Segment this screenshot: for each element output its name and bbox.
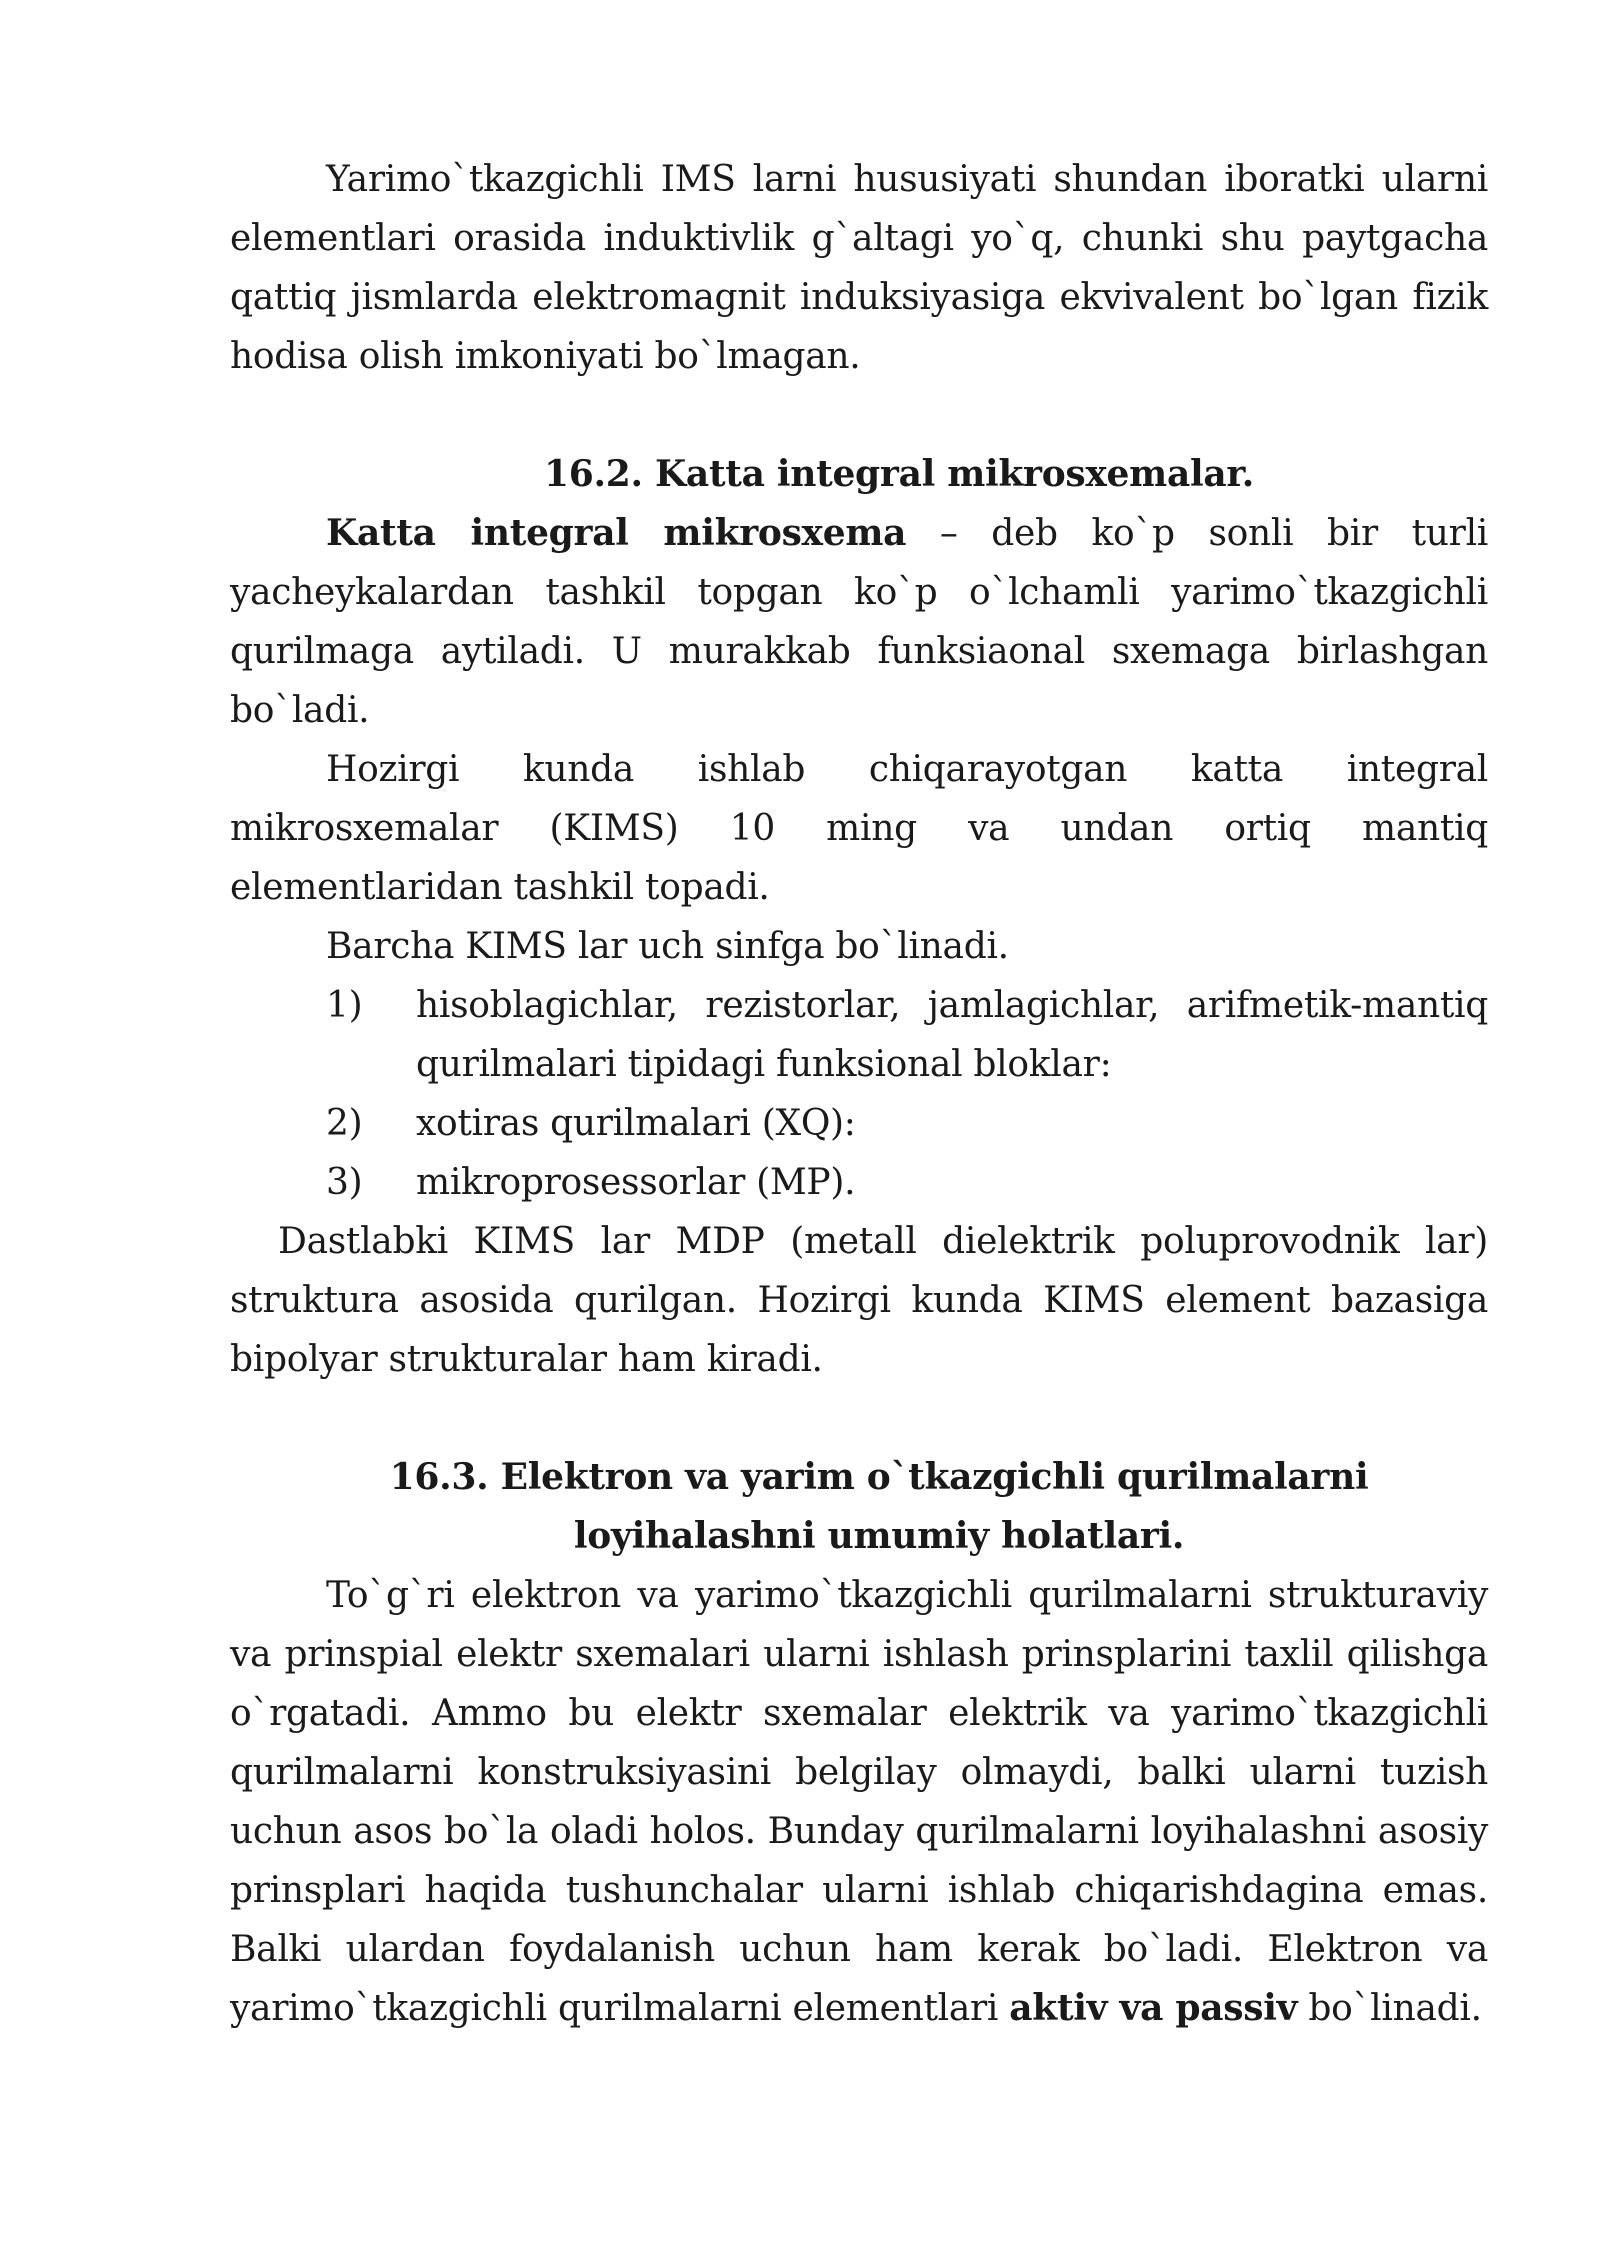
paragraph-kims-definition (230, 504, 1488, 740)
spacer (230, 386, 1488, 445)
design-text: To`g`ri elektron va yarimo`tkazgichli qurilmalarni strukturaviy va prinspial elektr sxemalari ularni ishlash prinsplarini taxlil qilishga o`rgatadi. Ammo bu elektr sxemalar elektrik va yarimo`tkazgichli qurilmalarni konstruksiyasini belgilay olmaydi, balki ularni tuzish uchun asos bo`la oladi holos. Bunday qurilmalarni loyihalashni asosiy prinsplari haqida tushunchalar ularni ishlab chiqarishdagina emas. Balki ulardan foydalanish uchun ham kerak bo`ladi. Elektron va yarimo`tkazgichli qurilmalarni elementlari (230, 1575, 1488, 2029)
section-heading-16-3-line2: loyihalashni umumiy holatlari. (573, 1515, 1185, 1557)
section-heading-16-2: 16.2. Katta integral mikrosxemalar. (544, 453, 1254, 495)
list-item-text: mikroprosessorlar (MP). (416, 1162, 856, 1203)
list-item-text: xotiras qurilmalari (XQ): (416, 1103, 856, 1144)
section-heading-16-3-line1: 16.3. Elektron va yarim o`tkazgichli qurilmalarni (389, 1456, 1369, 1498)
paragraph-kims-production: Hozirgi kunda ishlab chiqarayotgan katta integral mikrosxemalar (KIMS) 10 ming va undan ortiq mantiq elementlaridan tashkil topadi. (230, 749, 1488, 908)
spacer (230, 1389, 1488, 1448)
list-item (230, 1094, 1488, 1153)
kims-class-list (230, 976, 1488, 1212)
design-text-end: bo`linadi. (1297, 1988, 1482, 2029)
definition-text: – deb ko`p sonli bir turli yacheykalardan tashkil topgan ko`p o`lchamli yarimo`tkazgichli qurilmaga aytiladi. U murakkab funksiaonal sxemaga birlashgan bo`ladi. (230, 513, 1488, 731)
paragraph-kims-classes: Barcha KIMS lar uch sinfga bo`linadi. (326, 926, 1009, 967)
list-item (230, 1153, 1488, 1212)
emphasis-aktiv-passiv: aktiv va passiv (1009, 1987, 1298, 2029)
term-katta-integral-mikrosxema: Katta integral mikrosxema (326, 512, 907, 554)
list-item-number: 2) (326, 1103, 363, 1144)
document-page (230, 150, 1488, 2038)
list-item-number: 3) (326, 1162, 363, 1203)
list-item-number: 1) (326, 985, 363, 1026)
paragraph-kims-structure: Dastlabki KIMS lar MDP (metall dielektrik poluprovodnik lar) struktura asosida qurilgan. Hozirgi kunda KIMS element bazasiga bipolyar strukturalar ham kiradi. (230, 1221, 1488, 1380)
paragraph-design-principles (230, 1566, 1488, 2038)
list-item-text: hisoblagichlar, rezistorlar, jamlagichlar, arifmetik-mantiq qurilmalari tipidagi funksional bloklar: (416, 985, 1488, 1085)
list-item (230, 976, 1488, 1094)
paragraph-ims-properties: Yarimo`tkazgichli IMS larni hususiyati shundan iboratki ularni elementlari orasida induktivlik g`altagi yo`q, chunki shu paytgacha qattiq jismlarda elektromagnit induksiyasiga ekvivalent bo`lgan fizik hodisa olish imkoniyati bo`lmagan. (230, 159, 1488, 377)
